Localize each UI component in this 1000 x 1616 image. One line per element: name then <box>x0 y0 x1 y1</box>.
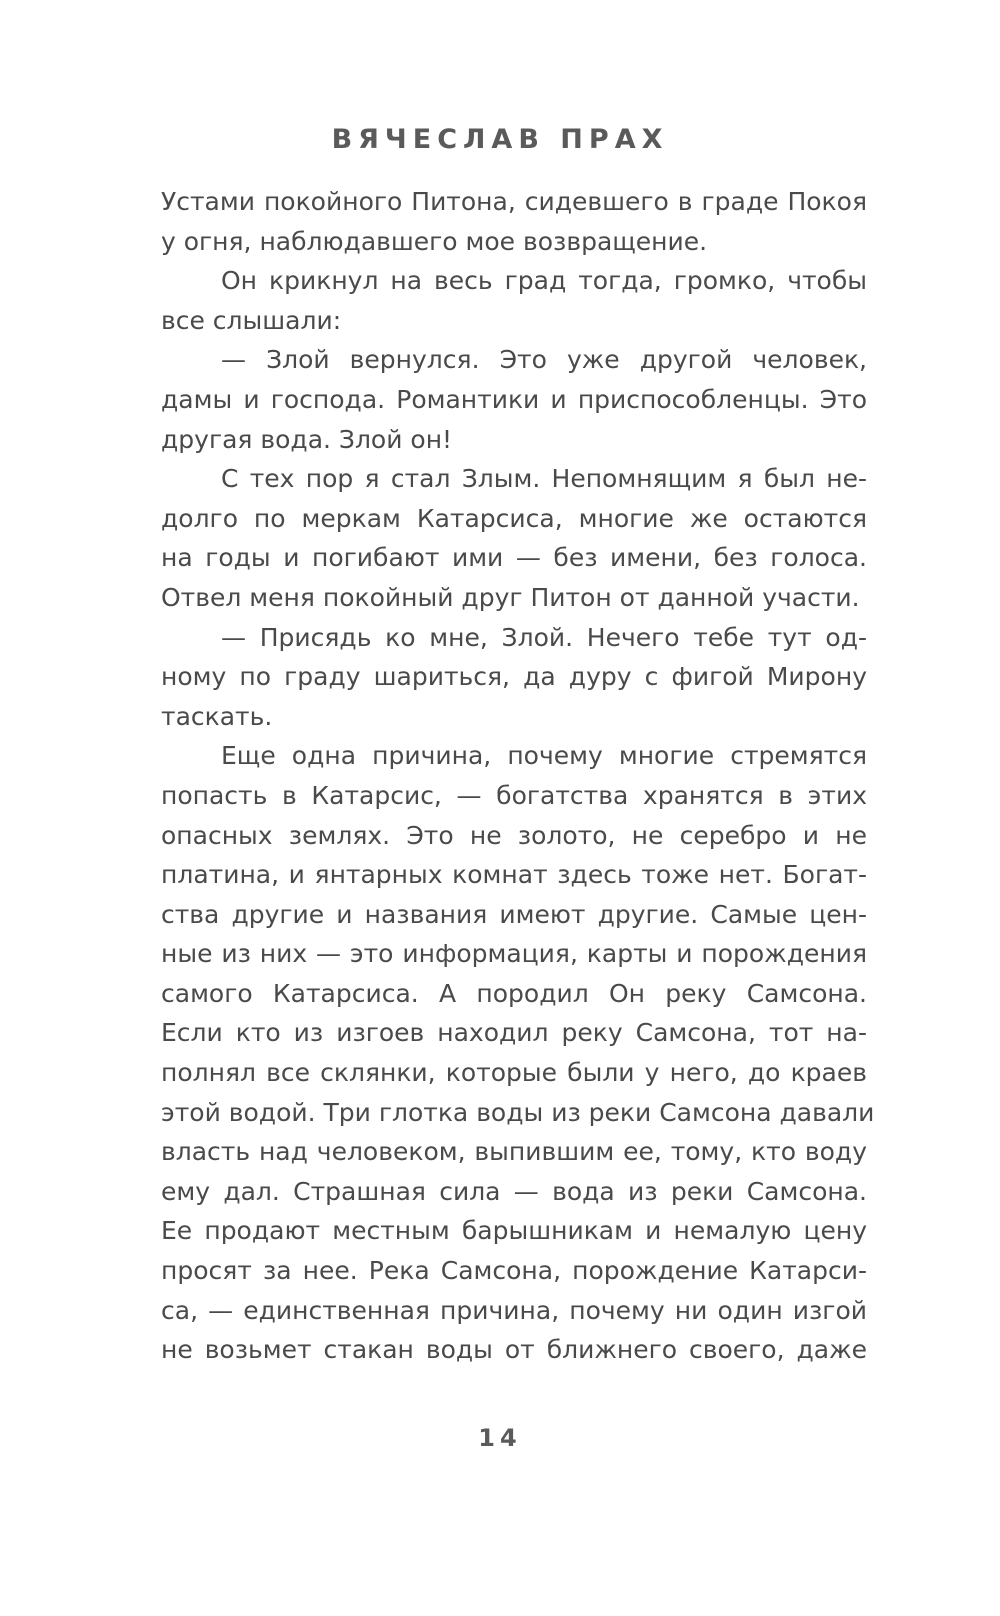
text-line: этой водой. Три глотка воды из реки Самсона давали <box>161 1097 875 1127</box>
text-line: долго по меркам Катарсиса, многие же остаются <box>161 503 867 533</box>
text-line: таскать. <box>161 701 273 731</box>
text-line: попасть в Катарсис, — богатства хранятся в этих <box>161 780 867 810</box>
text-line: — Злой вернулся. Это уже другой человек, <box>221 345 867 375</box>
text-line: Он крикнул на весь град тогда, громко, чтобы <box>221 266 867 296</box>
text-line: Еще одна причина, почему многие стремятся <box>221 741 867 771</box>
running-head-author: ВЯЧЕСЛАВ ПРАХ <box>331 124 669 155</box>
text-line: все слышали: <box>161 305 342 335</box>
text-line: Устами покойного Питона, сидевшего в граде Покоя <box>161 187 867 216</box>
text-line: Отвел меня покойный друг Питон от данной участи. <box>161 582 860 612</box>
text-line: полнял все склянки, которые были у него, до краев <box>161 1058 867 1088</box>
text-line: у огня, наблюдавшего мое возвращение. <box>161 226 708 256</box>
text-line: самого Катарсиса. А породил Он реку Самсона. <box>161 978 867 1008</box>
text-line: власть над человеком, выпившим ее, тому, кто воду <box>161 1137 867 1167</box>
text-line: ные из них — это информация, карты и порождения <box>161 939 867 969</box>
text-line: платина, и янтарных комнат здесь тоже нет. Богат- <box>161 860 867 890</box>
body-text <box>161 182 875 1370</box>
text-line: на годы и погибают ими — без имени, без голоса. <box>161 543 867 573</box>
text-line: Ее продают местным барышникам и немалую цену <box>161 1216 867 1246</box>
text-line: са, — единственная причина, почему ни один изгой <box>161 1295 867 1325</box>
text-line: — Присядь ко мне, Злой. Нечего тебе тут од- <box>221 622 867 652</box>
text-line: не возьмет стакан воды от ближнего своего, даже <box>161 1335 867 1365</box>
text-line: другая вода. Злой он! <box>161 424 453 454</box>
text-line: дамы и господа. Романтики и приспособленцы. Это <box>161 384 867 414</box>
text-line: Если кто из изгоев находил реку Самсона, тот на- <box>161 1018 867 1048</box>
text-line: ному по граду шариться, да дуру с фигой Мирону <box>161 662 867 692</box>
text-line: ства другие и названия имеют другие. Самые цен- <box>161 899 867 929</box>
text-line: С тех пор я стал Злым. Непомнящим я был не- <box>221 464 867 494</box>
page-number: 14 <box>478 1424 522 1452</box>
text-line: ему дал. Страшная сила — вода из реки Самсона. <box>161 1176 867 1206</box>
text-line: просят за нее. Река Самсона, порождение Катарси- <box>161 1256 867 1286</box>
text-line: опасных землях. Это не золото, не серебро и не <box>161 820 867 850</box>
